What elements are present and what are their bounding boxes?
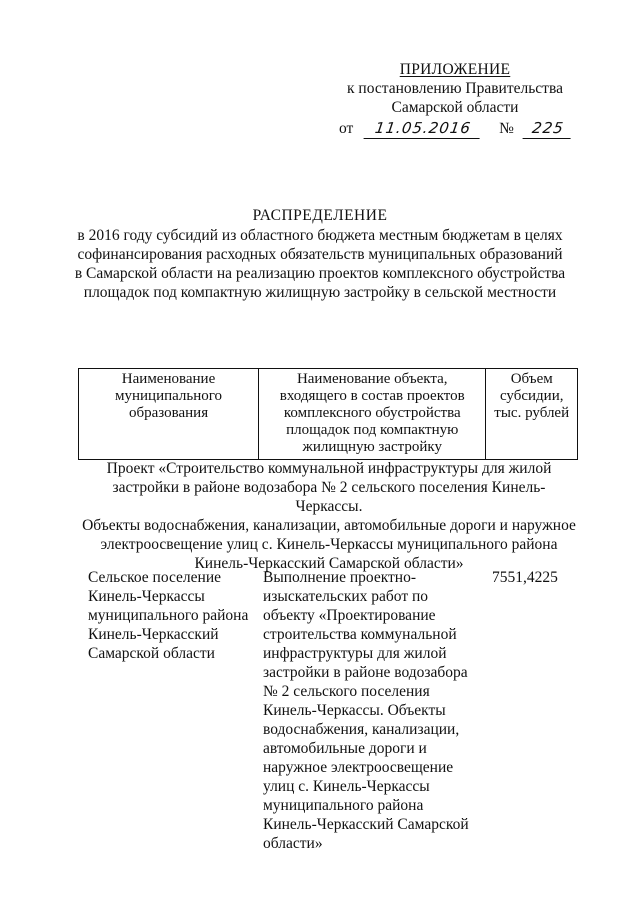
project-line: Кинель-Черкасский Самарской области»: [194, 555, 464, 572]
resolution-date-line: [339, 118, 572, 139]
cell-line: водоснабжения, канализации,: [263, 721, 460, 738]
header-text: субсидии,: [499, 388, 564, 404]
project-title: [80, 459, 578, 573]
number-label: №: [499, 120, 514, 137]
header-text: Наименование объекта,: [296, 371, 448, 387]
table-header-row: [79, 369, 578, 460]
document-heading: [60, 206, 580, 302]
header-text: тыс. рублей: [494, 405, 570, 421]
header-municipality: [79, 369, 259, 460]
header-text: площадок под компактную: [286, 422, 459, 438]
project-line: электроосвещение улиц с. Кинель-Черкассы муниципального района: [100, 536, 558, 553]
appendix-line-2: Самарской области: [391, 99, 519, 116]
header-amount: [486, 369, 578, 460]
cell-line: Сельское поселение: [88, 569, 221, 586]
project-line: застройки в районе водозабора № 2 сельского поселения Кинель-Черкассы.: [112, 479, 546, 515]
from-label: от: [339, 120, 354, 137]
cell-line: Кинель-Черкасский: [88, 626, 219, 643]
project-line: Проект «Строительство коммунальной инфраструктуры для жилой: [106, 460, 552, 477]
cell-line: муниципального района: [88, 607, 249, 624]
cell-line: Выполнение проектно-: [263, 569, 417, 586]
cell-line: инфраструктуры для жилой: [263, 645, 447, 662]
cell-line: автомобильные дороги и: [263, 740, 427, 757]
handwritten-number: 225: [522, 118, 573, 139]
appendix-title: ПРИЛОЖЕНИЕ: [399, 61, 511, 78]
heading-line: в 2016 году субсидий из областного бюджета местным бюджетам в целях: [77, 227, 563, 244]
heading-title: РАСПРЕДЕЛЕНИЕ: [252, 207, 388, 224]
heading-line: в Самарской области на реализацию проектов комплексного обустройства: [74, 265, 566, 282]
appendix-line-1: к постановлению Правительства: [347, 80, 563, 97]
cell-line: Кинель-Черкасский Самарской: [263, 816, 469, 833]
header-text: входящего в состав проектов: [279, 388, 465, 404]
header-text: образования: [128, 405, 209, 421]
distribution-table-header: [78, 368, 578, 460]
cell-line: строительства коммунальной: [263, 626, 457, 643]
project-line: Объекты водоснабжения, канализации, автомобильные дороги и наружное: [82, 517, 576, 534]
cell-line: области»: [263, 835, 323, 852]
cell-line: улиц с. Кинель-Черкассы: [263, 778, 430, 795]
object-cell: [263, 568, 478, 853]
cell-line: муниципального района: [263, 797, 424, 814]
municipality-cell: [88, 568, 256, 663]
header-text: муниципального: [115, 388, 223, 404]
heading-line: площадок под компактную жилищную застройку в сельской местности: [83, 284, 557, 301]
heading-line: софинансирования расходных обязательств муниципальных образований: [77, 246, 563, 263]
header-object: [259, 369, 486, 460]
cell-line: Самарской области: [88, 645, 215, 662]
amount-cell: 7551,4225: [492, 569, 558, 586]
cell-line: изыскательских работ по: [263, 588, 429, 605]
cell-line: наружное электроосвещение: [263, 759, 454, 776]
handwritten-date: 11.05.2016: [364, 118, 483, 139]
header-text: Объем: [510, 371, 553, 387]
header-text: жилищную застройку: [302, 439, 443, 455]
cell-line: Кинель-Черкассы. Объекты: [263, 702, 446, 719]
cell-line: № 2 сельского поселения: [263, 683, 430, 700]
header-text: Наименование: [121, 371, 216, 387]
appendix-block: [330, 60, 580, 117]
cell-line: объекту «Проектирование: [263, 607, 436, 624]
cell-line: застройки в районе водозабора: [263, 664, 468, 681]
header-text: комплексного обустройства: [283, 405, 461, 421]
cell-line: Кинель-Черкассы: [88, 588, 205, 605]
